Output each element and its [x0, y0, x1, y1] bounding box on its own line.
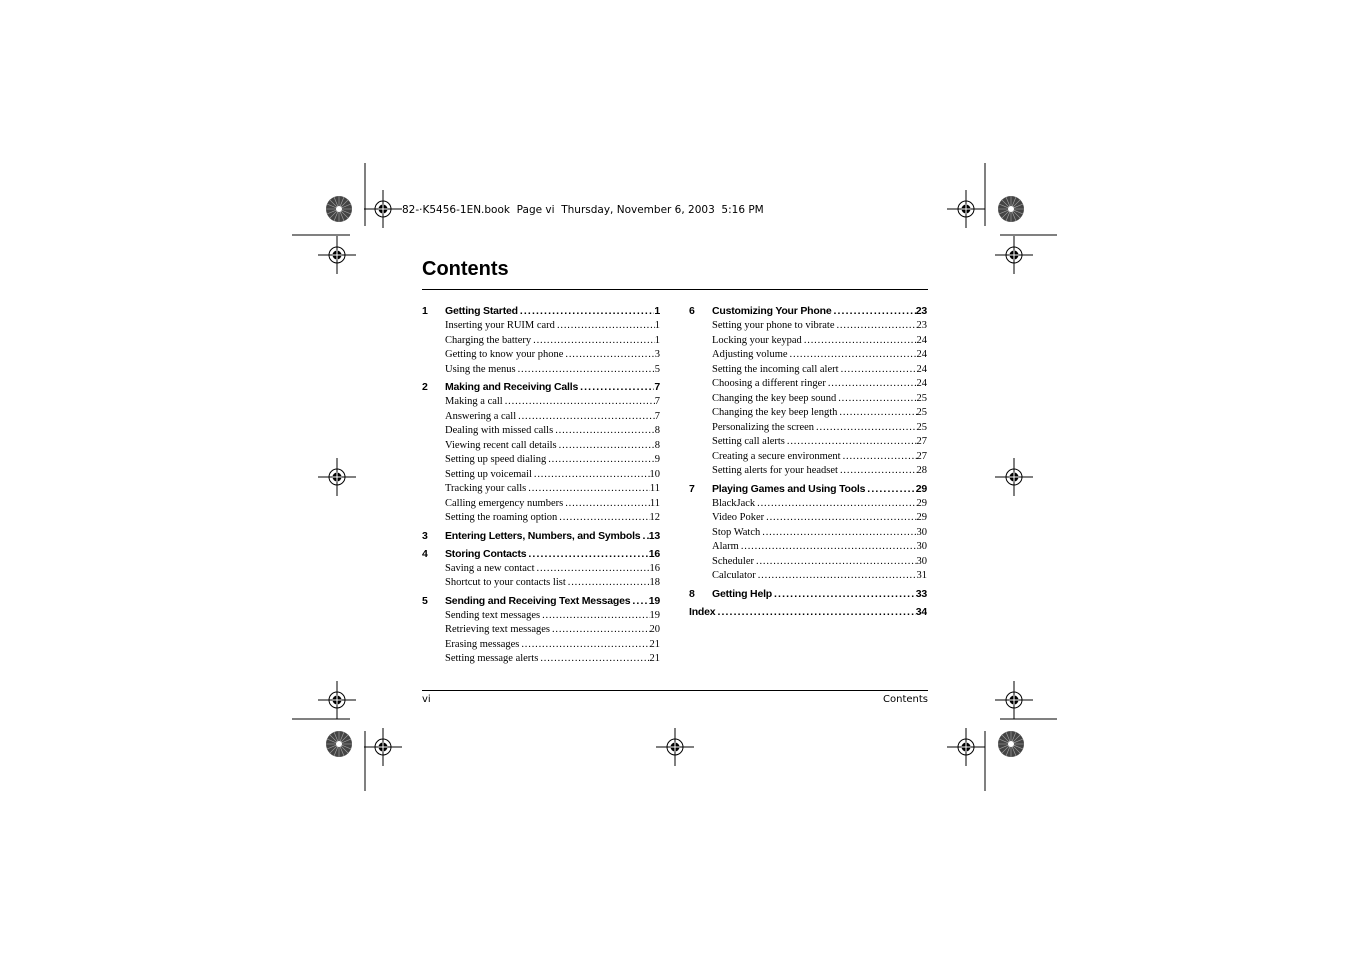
- toc-section-entry[interactable]: [422, 439, 660, 454]
- section-title: Alarm: [712, 541, 739, 552]
- dot-leader: [531, 334, 655, 349]
- dot-leader: [555, 319, 655, 334]
- section-title: Setting your phone to vibrate: [712, 320, 835, 331]
- section-page-number: 5: [654, 363, 660, 375]
- dot-leader: [540, 609, 649, 624]
- star-target-top-left: [326, 196, 352, 222]
- toc-chapter-entry[interactable]: [422, 547, 660, 562]
- dot-leader: [503, 395, 655, 410]
- registration-mark-top-left: [364, 190, 402, 228]
- dot-leader: [837, 406, 916, 421]
- section-page-number: 30: [916, 555, 927, 567]
- footer-page-number: vi: [422, 694, 431, 705]
- dot-leader: [516, 410, 655, 425]
- section-page-number: 20: [649, 624, 660, 635]
- registration-mark-bottom-left: [364, 728, 402, 766]
- section-title: Setting the incoming call alert: [712, 363, 839, 375]
- section-page-number: 1: [654, 334, 660, 346]
- section-page-number: 28: [916, 465, 927, 476]
- toc-section-entry[interactable]: [422, 348, 660, 363]
- registration-mark-bottom-right: [947, 728, 985, 766]
- dot-leader: [785, 435, 917, 450]
- dot-leader: [814, 421, 916, 436]
- toc-section-entry[interactable]: [422, 652, 660, 667]
- dot-leader: [760, 526, 916, 541]
- section-page-number: 19: [649, 609, 660, 621]
- dot-leader: [566, 576, 650, 591]
- section-page-number: 16: [649, 562, 660, 574]
- section-page-number: 18: [649, 577, 660, 588]
- dot-leader: [764, 511, 916, 526]
- registration-mark-upper-left: [318, 236, 356, 274]
- chapter-title: Entering Letters, Numbers, and Symbols: [445, 529, 641, 542]
- star-target-bottom-right: [998, 731, 1024, 757]
- dot-leader: [557, 511, 649, 526]
- dot-leader: [831, 304, 915, 319]
- section-page-number: 29: [916, 497, 927, 509]
- footer-section-name: Contents: [883, 694, 928, 705]
- dot-leader: [516, 363, 655, 378]
- star-target-top-right: [998, 196, 1024, 222]
- section-title: Getting to know your phone: [445, 349, 564, 360]
- toc-section-entry[interactable]: [422, 638, 660, 653]
- toc-section-entry[interactable]: [689, 435, 927, 450]
- section-page-number: 11: [649, 497, 660, 509]
- chapter-number: 8: [689, 587, 695, 600]
- section-page-number: 29: [916, 512, 927, 523]
- dot-leader: [755, 497, 916, 512]
- toc-section-entry[interactable]: [422, 363, 660, 378]
- dot-leader: [839, 363, 917, 378]
- chapter-number: 5: [422, 594, 428, 607]
- toc-section-entry[interactable]: [689, 450, 927, 465]
- section-page-number: 31: [916, 570, 927, 581]
- section-title: Making a call: [445, 396, 503, 407]
- section-page-number: 24: [916, 378, 927, 389]
- toc-section-entry[interactable]: [689, 511, 927, 526]
- dot-leader: [802, 334, 917, 349]
- section-page-number: 25: [916, 407, 927, 418]
- section-title: Viewing recent call details: [445, 439, 557, 451]
- toc-column-right: [689, 304, 927, 620]
- section-title: Changing the key beep length: [712, 407, 838, 418]
- section-title: Scheduler: [712, 555, 754, 567]
- chapter-number: 2: [422, 381, 428, 393]
- title-rule: [422, 289, 928, 290]
- toc-section-entry[interactable]: [422, 562, 660, 577]
- section-page-number: 7: [654, 410, 660, 422]
- registration-mark-upper-right: [995, 236, 1033, 274]
- section-page-number: 24: [916, 334, 927, 346]
- dot-leader: [838, 464, 917, 479]
- toc-chapter-entry[interactable]: [689, 587, 927, 602]
- dot-leader: [772, 587, 916, 602]
- dot-leader: [715, 605, 915, 620]
- chapter-number: 4: [422, 547, 428, 560]
- section-title: Stop Watch: [712, 526, 761, 538]
- dot-leader: [519, 638, 649, 653]
- chapter-title: Index: [689, 605, 716, 618]
- chapter-page-number: 34: [915, 605, 927, 618]
- toc-section-entry[interactable]: [422, 468, 660, 483]
- toc-section-entry[interactable]: [422, 319, 660, 334]
- chapter-page-number: 7: [654, 381, 660, 393]
- toc-column-left: [422, 304, 660, 667]
- toc-section-entry[interactable]: [422, 424, 660, 439]
- section-page-number: 3: [654, 349, 660, 360]
- section-page-number: 27: [916, 436, 927, 447]
- chapter-title: Playing Games and Using Tools: [712, 482, 866, 495]
- slug-line: 82-·K5456-1EN.book Page vi Thursday, November 6, 2003 5:16 PM: [402, 204, 764, 216]
- toc-chapter-entry[interactable]: [422, 380, 660, 395]
- toc-section-entry[interactable]: [422, 497, 660, 512]
- section-page-number: 25: [916, 421, 927, 433]
- chapter-number: 6: [689, 305, 695, 317]
- section-page-number: 8: [654, 439, 660, 451]
- dot-leader: [834, 319, 916, 334]
- toc-chapter-entry[interactable]: [689, 605, 927, 620]
- toc-section-entry[interactable]: [689, 421, 927, 436]
- toc-section-entry[interactable]: [689, 555, 927, 570]
- chapter-page-number: 23: [915, 305, 927, 317]
- dot-leader: [826, 377, 917, 392]
- registration-mark-bottom-center: [656, 728, 694, 766]
- registration-mark-top-right: [947, 190, 985, 228]
- toc-section-entry[interactable]: [422, 609, 660, 624]
- toc-section-entry[interactable]: [422, 511, 660, 526]
- section-title: Setting up voicemail: [445, 468, 532, 480]
- chapter-title: Making and Receiving Calls: [445, 381, 579, 393]
- dot-leader: [739, 540, 917, 555]
- section-title: Answering a call: [445, 410, 517, 422]
- section-page-number: 12: [649, 512, 660, 523]
- registration-mark-lower-left: [318, 681, 356, 719]
- section-title: Changing the key beep sound: [712, 392, 837, 404]
- toc-section-entry[interactable]: [689, 348, 927, 363]
- section-title: Setting call alerts: [712, 436, 785, 447]
- section-page-number: 30: [916, 526, 927, 538]
- registration-mark-lower-right: [995, 681, 1033, 719]
- dot-leader: [557, 439, 655, 454]
- section-title: Setting message alerts: [445, 653, 539, 664]
- dot-leader: [518, 304, 655, 319]
- section-title: Calculator: [712, 570, 756, 581]
- section-title: Erasing messages: [445, 638, 520, 650]
- section-title: Setting the roaming option: [445, 512, 558, 523]
- registration-mark-mid-right: [995, 458, 1033, 496]
- chapter-number: 7: [689, 482, 695, 495]
- section-page-number: 30: [916, 541, 927, 552]
- toc-section-entry[interactable]: [689, 540, 927, 555]
- dot-leader: [526, 547, 648, 562]
- chapter-number: 3: [422, 529, 428, 542]
- toc-section-entry[interactable]: [689, 464, 927, 479]
- section-page-number: 10: [649, 468, 660, 480]
- section-title: Setting up speed dialing: [445, 454, 547, 465]
- section-title: BlackJack: [712, 497, 756, 509]
- section-title: Creating a secure environment: [712, 450, 841, 462]
- section-title: Using the menus: [445, 363, 516, 375]
- section-page-number: 9: [654, 454, 660, 465]
- section-title: Shortcut to your contacts list: [445, 577, 566, 588]
- footer-rule: [422, 690, 928, 691]
- dot-leader: [788, 348, 917, 363]
- section-page-number: 24: [916, 363, 927, 375]
- dot-leader: [640, 529, 648, 544]
- chapter-title: Storing Contacts: [445, 547, 527, 560]
- toc-section-entry[interactable]: [689, 497, 927, 512]
- section-title: Inserting your RUIM card: [445, 320, 555, 331]
- toc-section-entry[interactable]: [422, 623, 660, 638]
- section-page-number: 27: [916, 450, 927, 462]
- dot-leader: [535, 562, 650, 577]
- toc-section-entry[interactable]: [689, 377, 927, 392]
- chapter-page-number: 1: [654, 305, 660, 317]
- section-title: Setting alerts for your headset: [712, 465, 838, 476]
- dot-leader: [754, 555, 917, 570]
- dot-leader: [546, 453, 655, 468]
- registration-mark-mid-left: [318, 458, 356, 496]
- chapter-page-number: 13: [648, 529, 660, 542]
- section-title: Choosing a different ringer: [712, 378, 826, 389]
- toc-section-entry[interactable]: [422, 334, 660, 349]
- dot-leader: [532, 468, 650, 483]
- crop-lines: [292, 163, 1057, 791]
- toc-section-entry[interactable]: [422, 482, 660, 497]
- chapter-title: Getting Help: [712, 587, 773, 600]
- toc-section-entry[interactable]: [689, 319, 927, 334]
- dot-leader: [526, 482, 650, 497]
- star-target-bottom-left: [326, 731, 352, 757]
- toc-chapter-entry[interactable]: [689, 304, 927, 319]
- section-page-number: 7: [654, 396, 660, 407]
- dot-leader: [553, 424, 655, 439]
- section-title: Sending text messages: [445, 609, 541, 621]
- dot-leader: [630, 594, 648, 609]
- dot-leader: [756, 569, 917, 584]
- section-page-number: 8: [654, 425, 660, 436]
- page-title: Contents: [422, 258, 509, 280]
- dot-leader: [841, 450, 917, 465]
- toc-chapter-entry[interactable]: [689, 482, 927, 497]
- toc-section-entry[interactable]: [422, 395, 660, 410]
- toc-section-entry[interactable]: [422, 410, 660, 425]
- section-page-number: 1: [654, 320, 660, 331]
- section-page-number: 21: [649, 638, 660, 650]
- section-title: Charging the battery: [445, 334, 532, 346]
- dot-leader: [550, 623, 650, 638]
- dot-leader: [865, 482, 915, 497]
- toc-section-entry[interactable]: [689, 334, 927, 349]
- toc-section-entry[interactable]: [422, 576, 660, 591]
- section-page-number: 25: [916, 392, 927, 404]
- chapter-page-number: 29: [915, 482, 927, 495]
- toc-section-entry[interactable]: [689, 569, 927, 584]
- chapter-title: Customizing Your Phone: [712, 305, 832, 317]
- section-title: Adjusting volume: [712, 349, 788, 360]
- section-title: Dealing with missed calls: [445, 425, 554, 436]
- section-page-number: 11: [649, 483, 660, 494]
- dot-leader: [538, 652, 649, 667]
- toc-section-entry[interactable]: [689, 363, 927, 378]
- dot-leader: [578, 380, 654, 395]
- toc-chapter-entry[interactable]: [422, 304, 660, 319]
- dot-leader: [836, 392, 916, 407]
- chapter-number: 1: [422, 305, 428, 317]
- chapter-page-number: 16: [648, 547, 660, 560]
- toc-section-entry[interactable]: [689, 526, 927, 541]
- toc-section-entry[interactable]: [689, 406, 927, 421]
- section-title: Tracking your calls: [445, 483, 527, 494]
- chapter-page-number: 19: [648, 594, 660, 607]
- toc-chapter-entry[interactable]: [422, 594, 660, 609]
- section-title: Video Poker: [712, 512, 765, 523]
- chapter-page-number: 33: [915, 587, 927, 600]
- toc-section-entry[interactable]: [689, 392, 927, 407]
- toc-section-entry[interactable]: [422, 453, 660, 468]
- chapter-title: Getting Started: [445, 305, 518, 317]
- chapter-title: Sending and Receiving Text Messages: [445, 594, 631, 607]
- section-title: Locking your keypad: [712, 334, 802, 346]
- toc-chapter-entry[interactable]: [422, 529, 660, 544]
- section-title: Personalizing the screen: [712, 421, 815, 433]
- dot-leader: [563, 497, 650, 512]
- section-title: Calling emergency numbers: [445, 497, 564, 509]
- section-page-number: 23: [916, 320, 927, 331]
- section-title: Retrieving text messages: [445, 624, 550, 635]
- section-page-number: 21: [649, 653, 660, 664]
- dot-leader: [563, 348, 654, 363]
- section-page-number: 24: [916, 349, 927, 360]
- section-title: Saving a new contact: [445, 562, 535, 574]
